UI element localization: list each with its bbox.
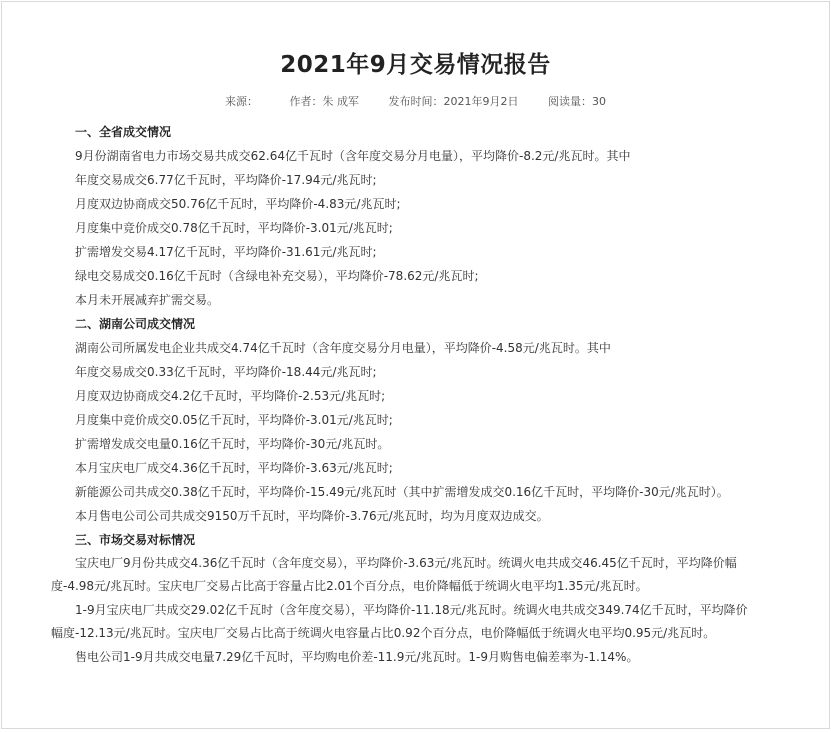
body-line: 新能源公司共成交0.38亿千瓦时，平均降价-15.49元/兆瓦时（其中扩需增发成交0.16亿千瓦时，平均降价-30元/兆瓦时）。 bbox=[75, 485, 729, 499]
body-line: 本月宝庆电厂成交4.36亿千瓦时，平均降价-3.63元/兆瓦时; bbox=[75, 461, 393, 475]
article-meta bbox=[2, 93, 829, 109]
meta-author: 作者：朱 成军 bbox=[289, 95, 359, 108]
section-heading: 一、全省成交情况 bbox=[75, 125, 172, 139]
body-line: 月度集中竞价成交0.78亿千瓦时，平均降价-3.01元/兆瓦时; bbox=[75, 221, 393, 235]
section-heading: 三、市场交易对标情况 bbox=[75, 533, 196, 547]
body-line: 扩需增发成交电量0.16亿千瓦时，平均降价-30元/兆瓦时。 bbox=[75, 437, 390, 451]
body-line: 月度双边协商成交4.2亿千瓦时，平均降价-2.53元/兆瓦时; bbox=[75, 389, 386, 403]
body-paragraph: 1-9月宝庆电厂共成交29.02亿千瓦时（含年度交易），平均降价-11.18元/兆瓦时。统调火电共成交349.74亿千瓦时，平均降价幅度-12.13元/兆瓦时。宝庆电厂交易占比高于统调火电容量占比0.92个百分点，电价降幅低于统调火电平均0.95元/兆瓦时。 bbox=[51, 603, 748, 640]
body-paragraph: 宝庆电厂9月份共成交4.36亿千瓦时（含年度交易），平均降价-3.63元/兆瓦时。统调火电共成交46.45亿千瓦时，平均降价幅度-4.98元/兆瓦时。宝庆电厂交易占比高于容量占比2.01个百分点，电价降幅低于统调火电平均1.35元/兆瓦时。 bbox=[51, 556, 737, 593]
article-title: 2021年9月交易情况报告 bbox=[280, 52, 551, 78]
body-line: 月度双边协商成交50.76亿千瓦时，平均降价-4.83元/兆瓦时; bbox=[75, 197, 401, 211]
meta-views: 阅读量：30 bbox=[548, 95, 606, 108]
body-line: 绿电交易成交0.16亿千瓦时（含绿电补充交易），平均降价-78.62元/兆瓦时; bbox=[75, 269, 479, 283]
body-line: 月度集中竞价成交0.05亿千瓦时，平均降价-3.01元/兆瓦时; bbox=[75, 413, 393, 427]
body-line: 年度交易成交6.77亿千瓦时，平均降价-17.94元/兆瓦时; bbox=[75, 173, 377, 187]
meta-publish-time: 发布时间：2021年9月2日 bbox=[388, 95, 519, 108]
body-line: 本月售电公司公司共成交9150万千瓦时，平均降价-3.76元/兆瓦时，均为月度双边成交。 bbox=[75, 509, 549, 523]
body-line: 扩需增发交易4.17亿千瓦时，平均降价-31.61元/兆瓦时; bbox=[75, 245, 377, 259]
article-body bbox=[51, 120, 775, 670]
article-page bbox=[1, 1, 830, 729]
body-line: 本月未开展减弃扩需交易。 bbox=[75, 293, 220, 307]
body-line: 湖南公司所属发电企业共成交4.74亿千瓦时（含年度交易分月电量），平均降价-4.58元/兆瓦时。其中 bbox=[75, 341, 611, 355]
body-line: 9月份湖南省电力市场交易共成交62.64亿千瓦时（含年度交易分月电量），平均降价-8.2元/兆瓦时。其中 bbox=[75, 149, 631, 163]
meta-source: 来源： bbox=[225, 95, 258, 108]
body-paragraph: 售电公司1-9月共成交电量7.29亿千瓦时，平均购电价差-11.9元/兆瓦时。1-9月购售电偏差率为-1.14%。 bbox=[75, 650, 639, 664]
body-line: 年度交易成交0.33亿千瓦时，平均降价-18.44元/兆瓦时; bbox=[75, 365, 377, 379]
section-heading: 二、湖南公司成交情况 bbox=[75, 317, 196, 331]
